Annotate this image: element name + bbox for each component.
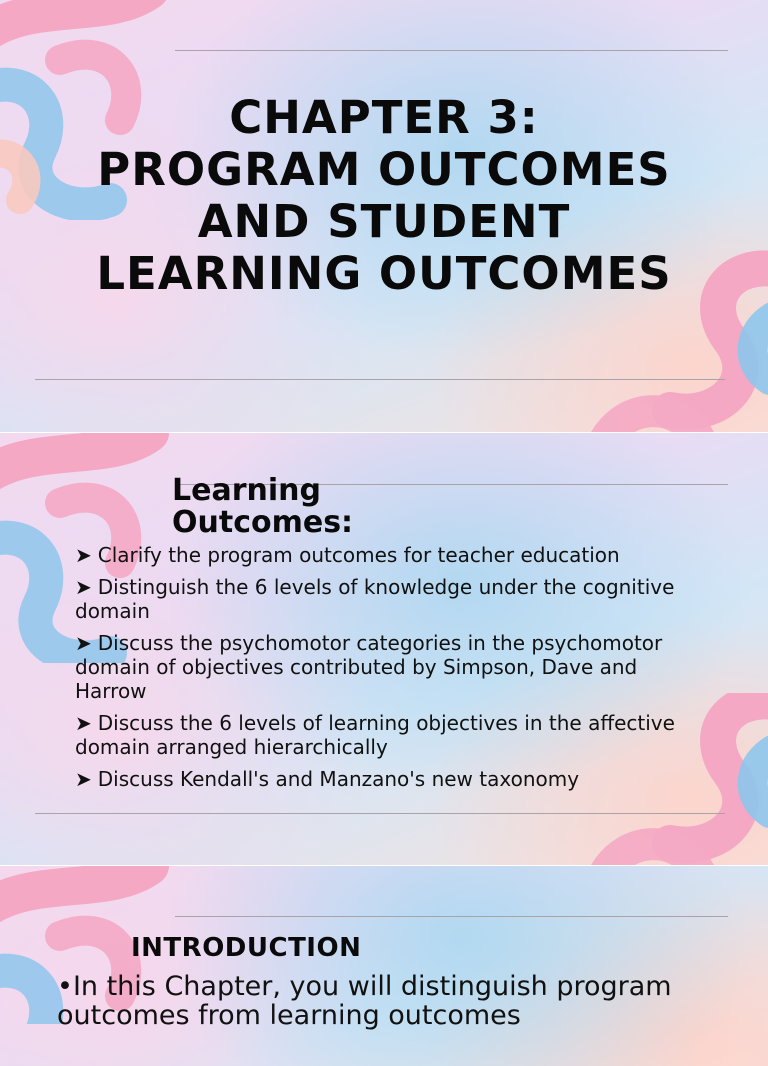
title-slide xyxy=(0,0,768,432)
learning-outcomes-slide xyxy=(0,433,768,865)
divider-line xyxy=(35,813,725,814)
section-heading: INTRODUCTION xyxy=(131,933,362,963)
list-item xyxy=(75,631,715,703)
divider-line xyxy=(35,379,725,380)
slide-title xyxy=(0,92,768,300)
title-line: AND STUDENT xyxy=(197,195,571,248)
list-item-text: Discuss the psychomotor categories in the psychomotor domain of objectives contributed by Simpson, Dave and Harrow xyxy=(75,631,663,703)
arrow-bullet-icon: ➤ xyxy=(75,711,92,735)
list-item-text: Distinguish the 6 levels of knowledge under the cognitive domain xyxy=(75,575,675,623)
heading-line: Outcomes: xyxy=(172,505,354,540)
list-item xyxy=(75,767,715,791)
title-line: CHAPTER 3: xyxy=(229,91,539,144)
divider-line xyxy=(175,50,728,51)
list-item xyxy=(75,711,715,759)
arrow-bullet-icon: ➤ xyxy=(75,575,92,599)
outcomes-list xyxy=(75,543,715,799)
title-line: LEARNING OUTCOMES xyxy=(96,247,672,300)
arrow-bullet-icon: ➤ xyxy=(75,767,92,791)
bullet-icon: • xyxy=(57,971,73,1002)
arrow-bullet-icon: ➤ xyxy=(75,631,92,655)
section-heading xyxy=(172,475,432,539)
arrow-bullet-icon: ➤ xyxy=(75,543,92,567)
list-item-text: Clarify the program outcomes for teacher education xyxy=(97,543,620,567)
divider-line xyxy=(175,916,728,917)
list-item-text: Discuss the 6 levels of learning objectives in the affective domain arranged hierarchically xyxy=(75,711,675,759)
title-line: PROGRAM OUTCOMES xyxy=(97,143,671,196)
list-item xyxy=(75,575,715,623)
intro-paragraph xyxy=(57,972,768,1030)
list-item-text: Discuss Kendall's and Manzano's new taxonomy xyxy=(97,767,580,791)
introduction-slide xyxy=(0,866,768,1066)
list-item xyxy=(75,543,715,567)
intro-text: In this Chapter, you will distinguish program outcomes from learning outcomes xyxy=(57,971,672,1031)
heading-line: Learning xyxy=(172,473,321,508)
